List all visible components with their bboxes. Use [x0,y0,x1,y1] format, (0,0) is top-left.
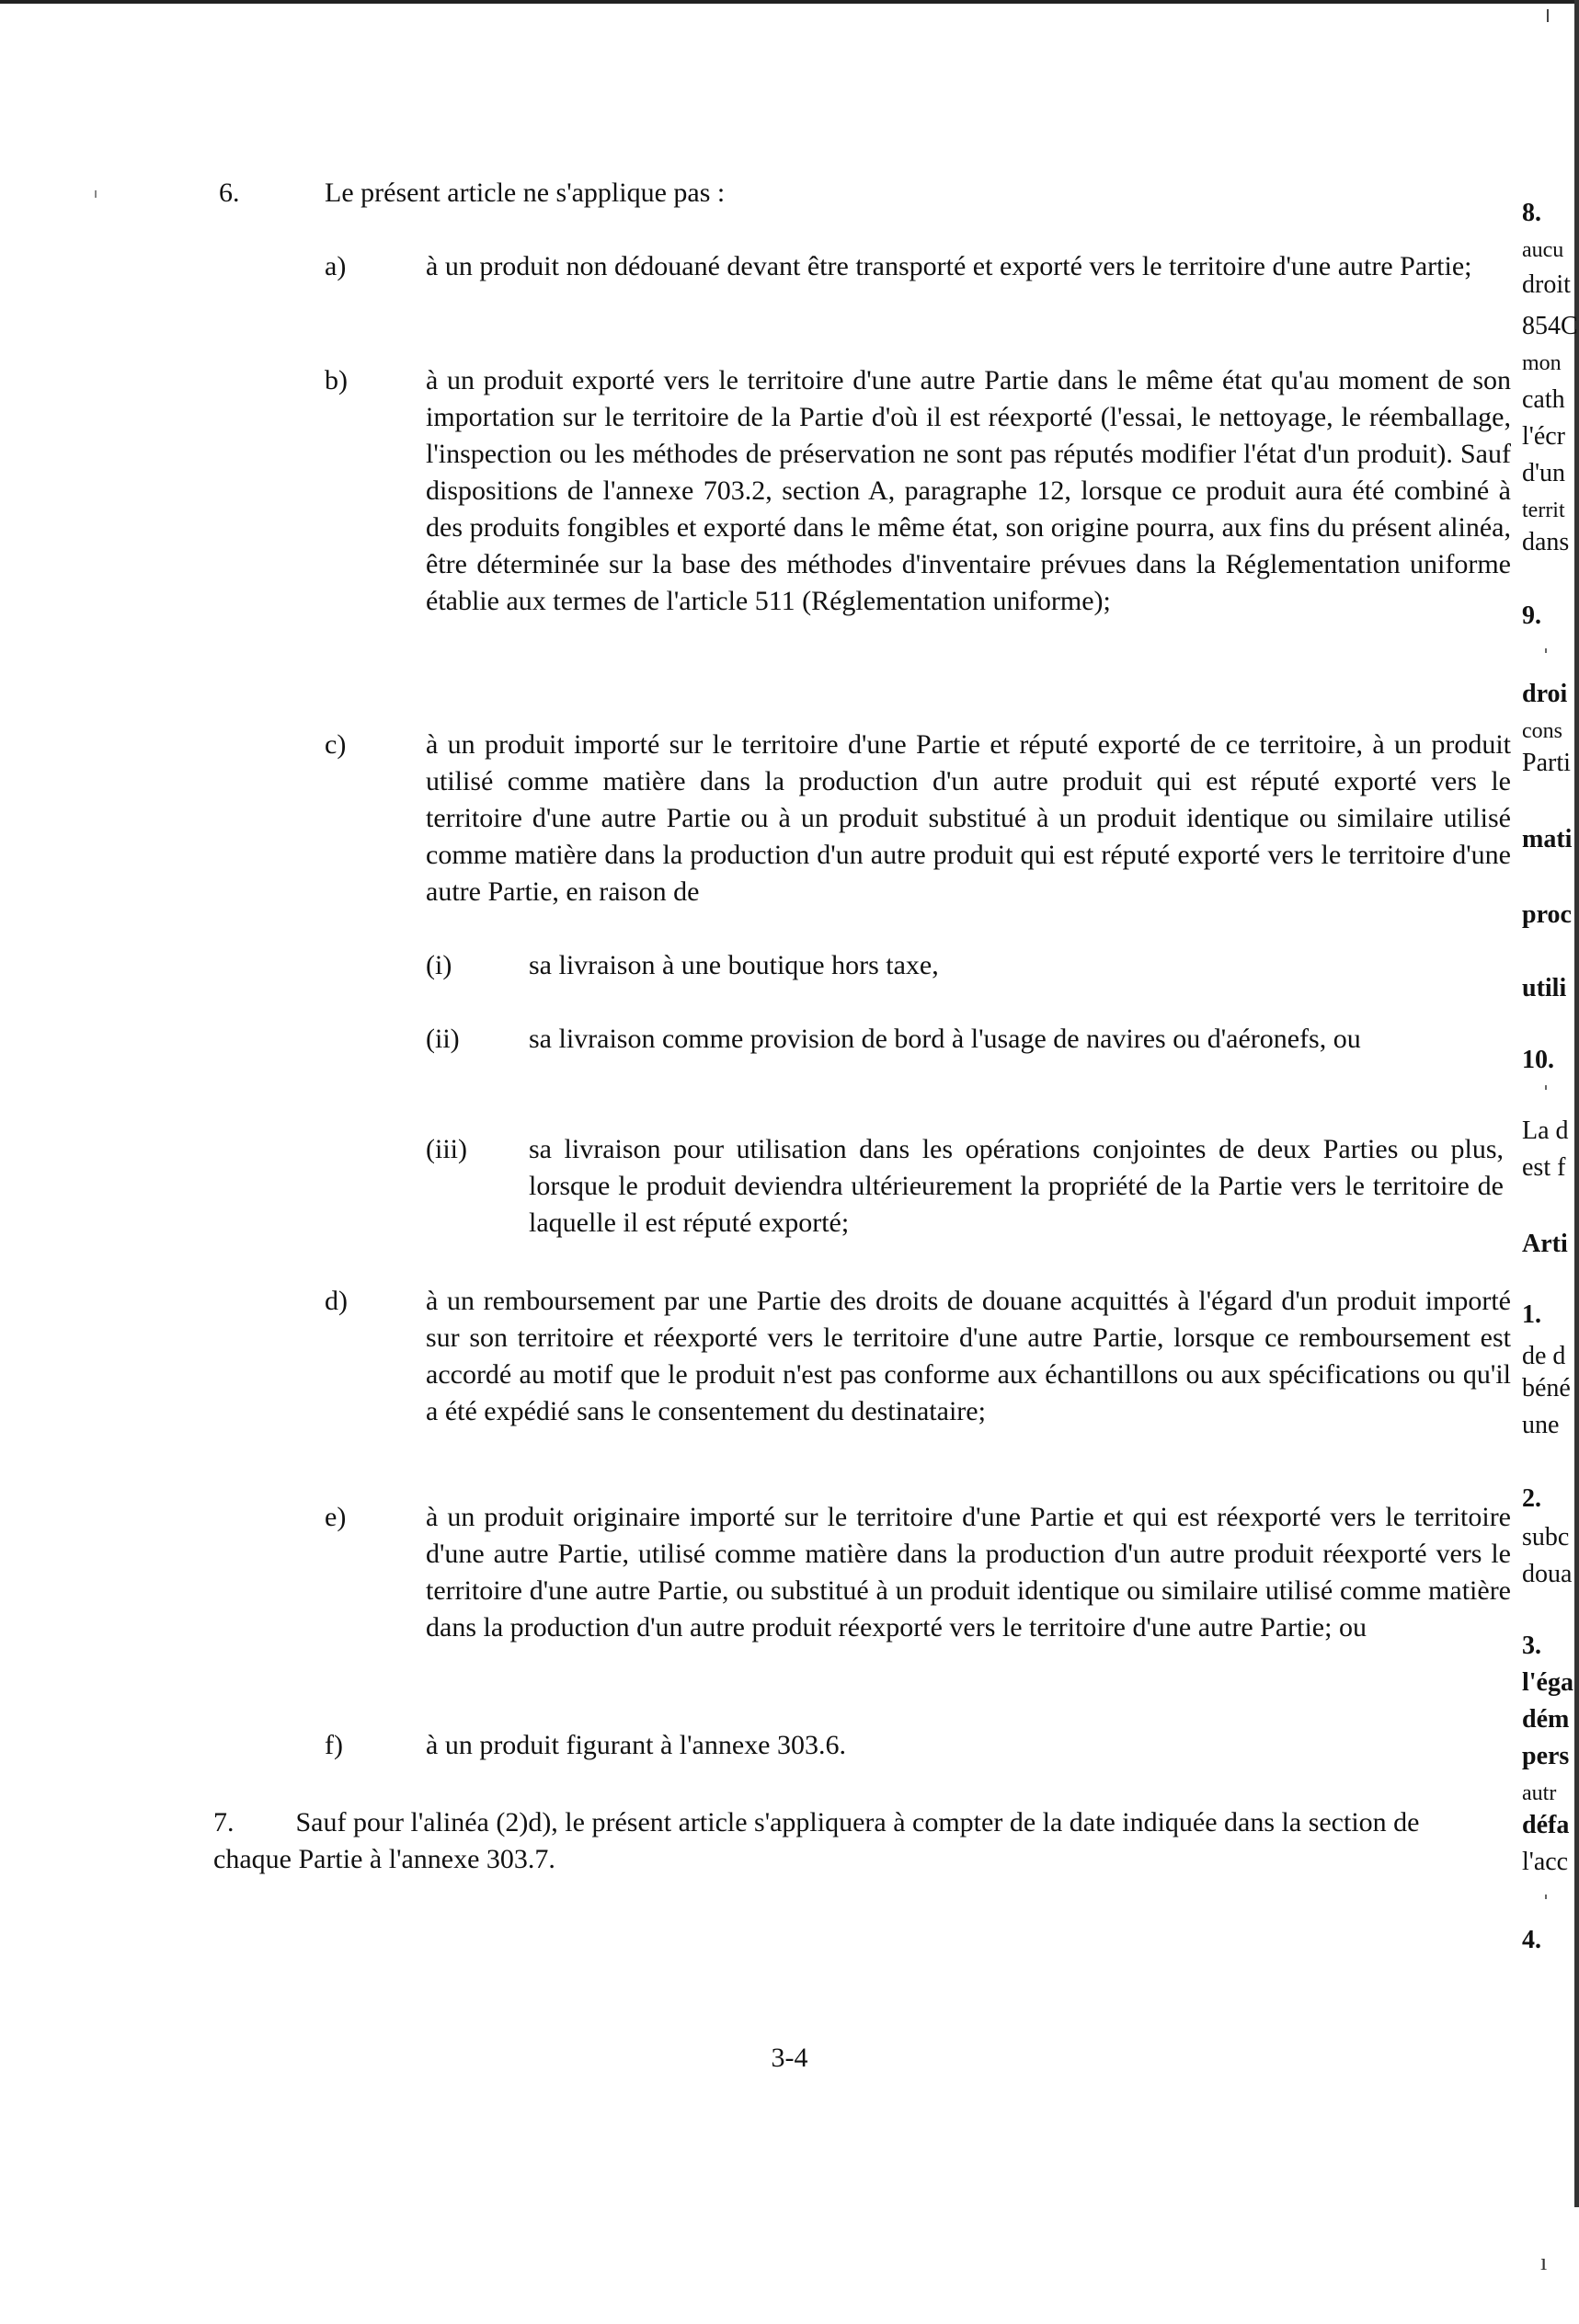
right-col-fragment: d'un [1522,459,1566,487]
right-col-fragment: territ [1522,498,1565,522]
right-col-dot [1545,1895,1547,1899]
right-col-fragment: cons [1522,719,1562,743]
item-f-text: à un produit figurant à l'annexe 303.6. [426,1730,846,1760]
right-col-fragment: une [1522,1411,1560,1439]
right-col-fragment: autr [1522,1781,1557,1805]
right-col-fragment: dém [1522,1705,1570,1734]
right-col-fragment: subc [1522,1523,1570,1551]
right-col-fragment: 10. [1522,1046,1554,1074]
subitem-i-text: sa livraison à une boutique hors taxe, [529,950,939,980]
right-col-fragment: aucu [1522,238,1564,262]
right-col-fragment: mon [1522,351,1562,375]
item-d-label: d) [325,1286,348,1316]
right-col-fragment: Arti [1522,1230,1568,1258]
right-col-fragment: dans [1522,528,1570,556]
right-col-fragment: 2. [1522,1484,1541,1513]
section-7-text: Sauf pour l'alinéa (2)d), le présent article s'appliquera à compter de la date indiquée dans la section de chaque Partie à l'annexe 303.7. [213,1807,1420,1874]
top-border-line [0,0,1579,4]
right-col-fragment: droit [1522,270,1571,299]
item-b-label: b) [325,365,348,395]
right-col-fragment: 4. [1522,1926,1541,1954]
right-col-fragment: est f [1522,1153,1566,1182]
item-e-label: e) [325,1502,347,1532]
corner-mark: ı [1540,2249,1548,2275]
right-col-fragment: l'acc [1522,1848,1569,1876]
subitem-iii-text: sa livraison pour utilisation dans les opérations conjointes de deux Parties ou plus, lorsque le produit deviendra ultérieurement la propriété de la Partie vers le territoire de laquelle il est réputé exporté; [529,1134,1504,1238]
item-d-text: à un remboursement par une Partie des droits de douane acquittés à l'égard d'un produit importé sur son territoire et réexporté vers le territoire d'une autre Partie, lorsque ce remboursement est accordé au motif que le produit n'est pas conforme aux échantillons ou aux spécifications ou qu'il a été expédié sans le consentement du destinataire; [426,1286,1511,1426]
item-f-label: f) [325,1730,343,1760]
page-number: 3-4 [771,2043,808,2073]
right-col-fragment: 1. [1522,1300,1541,1329]
right-col-dot [1545,1085,1547,1090]
right-col-fragment: cath [1522,385,1565,414]
right-col-fragment: La d [1522,1116,1569,1145]
right-col-fragment: utili [1522,974,1567,1002]
section-7 [213,1804,1487,1878]
right-col-fragment: 9. [1522,601,1541,630]
right-col-fragment: 854C [1522,312,1578,340]
right-col-fragment: proc [1522,900,1572,929]
margin-mark [95,190,97,198]
right-col-fragment: l'écr [1522,422,1566,451]
right-col-fragment: droi [1522,680,1568,708]
section-6-number: 6. [219,177,240,208]
section-7-number: 7. [213,1807,235,1837]
scan-mark [1547,9,1549,22]
right-col-fragment: 3. [1522,1631,1541,1660]
right-col-fragment: défa [1522,1811,1570,1839]
right-col-dot [1545,648,1547,653]
subitem-iii-label: (iii) [426,1134,467,1164]
right-col-fragment: 8. [1522,199,1541,227]
right-col-fragment: de d [1522,1342,1566,1370]
item-a-text: à un produit non dédouané devant être transporté et exporté vers le territoire d'une autre Partie; [426,251,1472,281]
item-b-text: à un produit exporté vers le territoire d'une autre Partie dans le même état qu'au moment de son importation sur le territoire de la Partie d'où il est réexporté (l'essai, le nettoyage, le réemballage, l'inspection ou les méthodes de préservation ne sont pas réputés modifier l'état d'un produit). Sauf dispositions de l'annexe 703.2, section A, paragraphe 12, lorsque ce produit aura été combiné à des produits fongibles et exporté dans le même état, son origine pourra, aux fins du présent alinéa, être déterminée sur la base des méthodes d'inventaire prévues dans la Réglementation uniforme établie aux termes de l'article 511 (Réglementation uniforme); [426,365,1511,616]
item-c-label: c) [325,729,347,760]
item-e-text: à un produit originaire importé sur le territoire d'une Partie et qui est réexporté vers le territoire d'une autre Partie, utilisé comme matière dans la production d'un autre produit réexporté vers le territoire d'une autre Partie, ou substitué à un produit identique ou similaire utilisé comme matière dans la production d'un autre produit réexporté vers le territoire d'une autre Partie; ou [426,1502,1511,1643]
right-col-fragment: mati [1522,825,1573,853]
item-c-text: à un produit importé sur le territoire d'une Partie et réputé exporté de ce territoire, à un produit utilisé comme matière dans la production d'un autre produit qui est réputé exporté vers le territoire d'une autre Partie ou à un produit substitué à un produit identique ou similaire utilisé comme matière dans la production d'un autre produit qui est réputé exporté vers le territoire d'une autre Partie, en raison de [426,729,1511,907]
right-col-fragment: Parti [1522,749,1571,777]
right-col-fragment: l'éga [1522,1668,1573,1697]
item-a-label: a) [325,251,347,281]
subitem-ii-text: sa livraison comme provision de bord à l'usage de navires ou d'aéronefs, ou [529,1024,1361,1054]
right-col-fragment: béné [1522,1374,1571,1402]
section-6-intro: Le présent article ne s'applique pas : [325,177,726,208]
right-col-fragment: doua [1522,1560,1573,1588]
right-col-fragment: pers [1522,1742,1570,1770]
subitem-i-label: (i) [426,950,452,980]
subitem-ii-label: (ii) [426,1024,460,1054]
